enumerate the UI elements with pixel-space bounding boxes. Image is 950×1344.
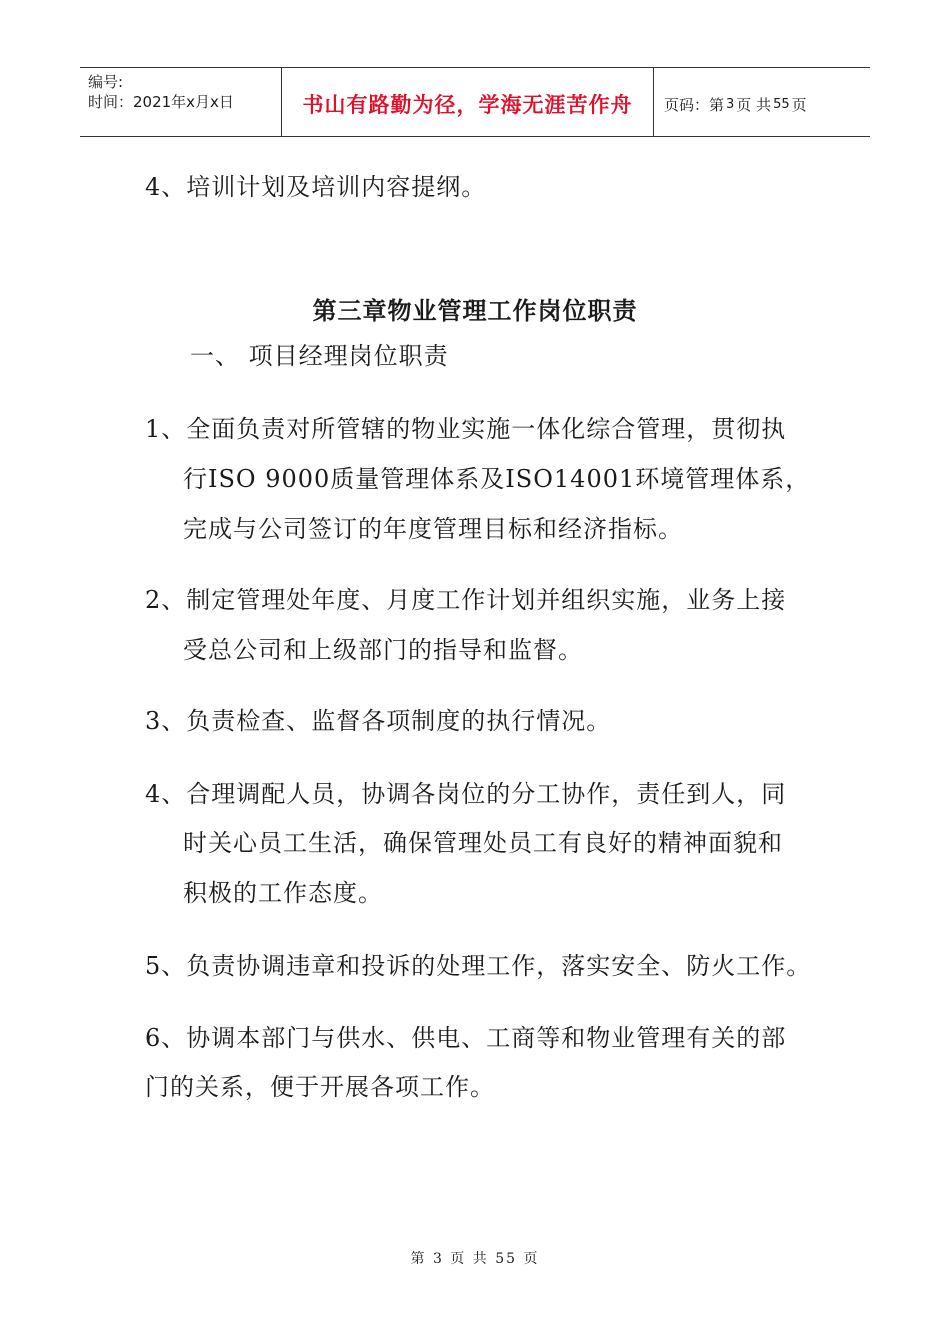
header-meta <box>80 68 282 136</box>
header-page-info <box>654 68 870 136</box>
page-suffix: 页 <box>791 95 807 114</box>
page-current: 3 <box>726 96 735 112</box>
page-middle: 页 共 <box>736 95 772 114</box>
document-date: 时间：2021年x月x日 <box>88 93 234 111</box>
duty-item-1-line-1: 1、全面负责对所管辖的物业实施一体化综合管理，贯彻执 <box>145 415 787 443</box>
duty-item-6-line-1: 6、协调本部门与供水、供电、工商等和物业管理有关的部 <box>145 1024 787 1052</box>
training-item: 4、培训计划及培训内容提纲。 <box>145 173 487 201</box>
duty-item-2-line-2: 受总公司和上级部门的指导和监督。 <box>183 636 583 664</box>
duty-item-3-line-1: 3、负责检查、监督各项制度的执行情况。 <box>145 707 612 735</box>
page-footer: 第 3 页 共 55 页 <box>410 1251 540 1267</box>
page-total: 55 <box>773 96 790 112</box>
duty-item-1-line-2: 行ISO 9000质量管理体系及ISO14001环境管理体系， <box>183 465 811 493</box>
duty-item-4-line-3: 积极的工作态度。 <box>183 879 383 907</box>
duty-item-6-line-2: 门的关系，便于开展各项工作。 <box>145 1073 495 1101</box>
duty-item-2-line-1: 2、制定管理处年度、月度工作计划并组织实施，业务上接 <box>145 586 787 614</box>
duty-item-4-line-2: 时关心员工生活，确保管理处员工有良好的精神面貌和 <box>183 829 783 857</box>
document-number-label: 编号: <box>88 73 124 91</box>
header-motto: 书山有路勤为径，学海无涯苦作舟 <box>282 68 654 136</box>
page-header <box>80 67 870 137</box>
duty-item-1-line-3: 完成与公司签订的年度管理目标和经济指标。 <box>183 515 683 543</box>
section-heading: 一、 项目经理岗位职责 <box>190 342 449 370</box>
chapter-title: 第三章物业管理工作岗位职责 <box>312 296 638 325</box>
duty-item-4-line-1: 4、合理调配人员，协调各岗位的分工协作，责任到人，同 <box>145 780 787 808</box>
page-prefix: 页码：第 <box>664 95 725 114</box>
duty-item-5-line-1: 5、负责协调违章和投诉的处理工作，落实安全、防火工作。 <box>145 952 812 980</box>
